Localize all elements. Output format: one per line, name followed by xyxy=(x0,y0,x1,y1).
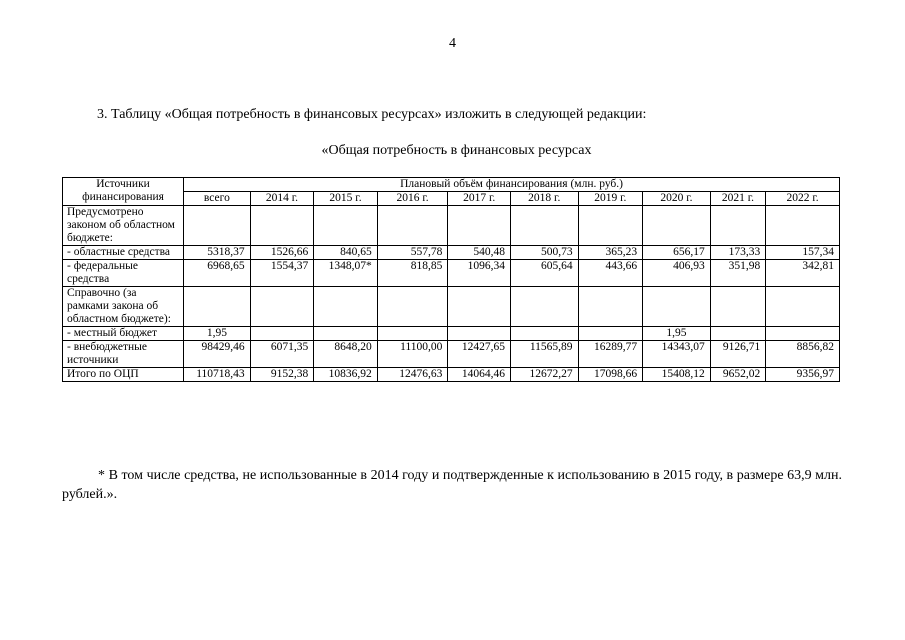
table-cell: 14343,07 xyxy=(643,341,711,368)
table-cell xyxy=(448,287,511,327)
table-cell: 1096,34 xyxy=(448,260,511,287)
table-cell xyxy=(510,206,578,246)
table-row xyxy=(63,206,840,246)
table-cell: 6968,65 xyxy=(184,260,251,287)
row-label: Итого по ОЦП xyxy=(63,368,184,382)
table-cell: 9152,38 xyxy=(250,368,314,382)
table-cell: 9126,71 xyxy=(710,341,765,368)
table-cell: 351,98 xyxy=(710,260,765,287)
table-cell xyxy=(250,287,314,327)
table-cell: 406,93 xyxy=(643,260,711,287)
table-cell: 11565,89 xyxy=(510,341,578,368)
table-cell: 5318,37 xyxy=(184,246,251,260)
table-title-text: «Общая потребность в финансовых ресурсах xyxy=(321,143,592,158)
table-cell: 443,66 xyxy=(578,260,643,287)
table-cell: 6071,35 xyxy=(250,341,314,368)
table-cell: 9356,97 xyxy=(766,368,840,382)
table-cell: 500,73 xyxy=(510,246,578,260)
row-label: Справочно (за рамками закона об областном бюджете): xyxy=(63,287,184,327)
table-cell xyxy=(710,287,765,327)
row-label: - областные средства xyxy=(63,246,184,260)
table-row xyxy=(63,287,840,327)
table-cell: 98429,46 xyxy=(184,341,251,368)
table-cell xyxy=(710,206,765,246)
table-cell xyxy=(766,327,840,341)
table-cell: 8648,20 xyxy=(314,341,378,368)
column-header: 2021 г. xyxy=(710,192,765,206)
table-cell: 1526,66 xyxy=(250,246,314,260)
source-header: Источники финансирования xyxy=(63,178,184,206)
table-cell xyxy=(510,287,578,327)
table-cell: 17098,66 xyxy=(578,368,643,382)
table-cell xyxy=(766,287,840,327)
column-header: 2014 г. xyxy=(250,192,314,206)
table-cell: 1554,37 xyxy=(250,260,314,287)
table-cell xyxy=(184,287,251,327)
row-label: Предусмотрено законом об областном бюджете: xyxy=(63,206,184,246)
table-cell: 110718,43 xyxy=(184,368,251,382)
table-cell xyxy=(578,287,643,327)
table-cell xyxy=(643,287,711,327)
table-cell: 656,17 xyxy=(643,246,711,260)
table-cell xyxy=(314,327,378,341)
table-cell xyxy=(766,206,840,246)
table-cell: 1348,07* xyxy=(314,260,378,287)
table-cell: 605,64 xyxy=(510,260,578,287)
table-row xyxy=(63,341,840,368)
table-cell xyxy=(448,327,511,341)
financing-table xyxy=(62,177,840,382)
table-cell xyxy=(510,327,578,341)
table-cell: 173,33 xyxy=(710,246,765,260)
page-number: 4 xyxy=(449,36,456,51)
table-cell: 14064,46 xyxy=(448,368,511,382)
table-cell xyxy=(250,206,314,246)
intro-paragraph: 3. Таблицу «Общая потребность в финансовых ресурсах» изложить в следующей редакции: xyxy=(97,107,647,122)
table-cell: 9652,02 xyxy=(710,368,765,382)
table-cell: 10836,92 xyxy=(314,368,378,382)
table-cell: 540,48 xyxy=(448,246,511,260)
footnote: * В том числе средства, не использованные в 2014 году и подтвержденные к использованию в 2015 году, в размере 63,9 млн. рублей.». xyxy=(62,468,842,502)
table-cell xyxy=(314,287,378,327)
table-cell: 12476,63 xyxy=(377,368,448,382)
row-label: - федеральные средства xyxy=(63,260,184,287)
table-cell xyxy=(314,206,378,246)
table-cell: 1,95 xyxy=(643,327,711,341)
table-cell xyxy=(377,206,448,246)
table-cell xyxy=(578,327,643,341)
column-header: 2019 г. xyxy=(578,192,643,206)
table-cell: 342,81 xyxy=(766,260,840,287)
table-cell: 8856,82 xyxy=(766,341,840,368)
row-label: - внебюджетные источники xyxy=(63,341,184,368)
column-header: 2022 г. xyxy=(766,192,840,206)
table-cell: 1,95 xyxy=(184,327,251,341)
table-cell xyxy=(377,287,448,327)
column-header: всего xyxy=(184,192,251,206)
table-cell: 12672,27 xyxy=(510,368,578,382)
table-cell: 157,34 xyxy=(766,246,840,260)
column-header: 2015 г. xyxy=(314,192,378,206)
table-cell: 818,85 xyxy=(377,260,448,287)
table-cell xyxy=(184,206,251,246)
table-cell: 365,23 xyxy=(578,246,643,260)
row-label: - местный бюджет xyxy=(63,327,184,341)
column-header: 2016 г. xyxy=(377,192,448,206)
table-cell: 840,65 xyxy=(314,246,378,260)
table-row xyxy=(63,368,840,382)
table-row xyxy=(63,260,840,287)
table-cell: 12427,65 xyxy=(448,341,511,368)
table-cell: 16289,77 xyxy=(578,341,643,368)
table-cell xyxy=(250,327,314,341)
table-cell xyxy=(448,206,511,246)
table-cell: 15408,12 xyxy=(643,368,711,382)
table-cell xyxy=(377,327,448,341)
table-cell: 557,78 xyxy=(377,246,448,260)
column-header: 2020 г. xyxy=(643,192,711,206)
table-row xyxy=(63,327,840,341)
table-cell xyxy=(578,206,643,246)
table-cell xyxy=(710,327,765,341)
table-row xyxy=(63,246,840,260)
table-cell: 11100,00 xyxy=(377,341,448,368)
table-body xyxy=(63,206,840,382)
column-header: 2018 г. xyxy=(510,192,578,206)
plan-header: Плановый объём финансирования (млн. руб.) xyxy=(184,178,840,192)
table-title xyxy=(0,143,905,159)
table-cell xyxy=(643,206,711,246)
column-header: 2017 г. xyxy=(448,192,511,206)
